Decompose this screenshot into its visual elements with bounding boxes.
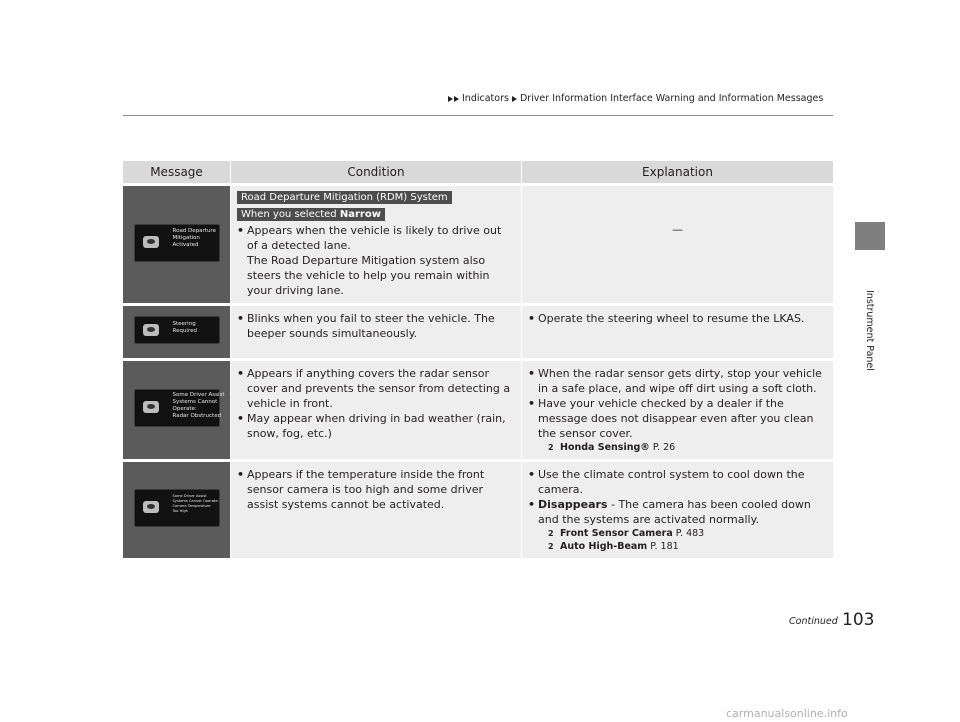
- table-header-row: [123, 161, 833, 183]
- road-departure-icon: [143, 236, 159, 248]
- message-display: [134, 316, 220, 344]
- breadcrumb-item: Indicators: [462, 93, 509, 104]
- message-display-cell: [123, 462, 230, 558]
- table-row: [123, 186, 833, 303]
- table-row: [123, 306, 833, 358]
- display-line: Activated: [172, 241, 199, 248]
- mode-tag: When you selected Narrow: [237, 208, 385, 221]
- explanation-item: • Use the climate control system to cool down the camera.: [528, 467, 827, 497]
- camera-icon: [143, 501, 159, 513]
- condition-item: • Appears if the temperature inside the front sensor camera is too high and some driver assist systems cannot be activated.: [237, 467, 515, 512]
- condition-cell: [230, 306, 521, 358]
- page-number: 103: [842, 610, 875, 630]
- reference-arrow-icon: 2: [548, 529, 554, 538]
- column-header-message: Message: [123, 161, 230, 183]
- table-row: [123, 462, 833, 558]
- arrow-icon: [512, 96, 517, 102]
- display-line: Some Driver Assist: [172, 494, 207, 498]
- page-reference[interactable]: 2 Front Sensor Camera P. 483: [548, 528, 705, 539]
- display-line: Operate:: [172, 406, 197, 412]
- section-tab-marker: [855, 222, 885, 250]
- radar-icon: [143, 401, 159, 413]
- condition-item: • Blinks when you fail to steer the vehicle. The beeper sounds simultaneously.: [237, 311, 515, 341]
- display-line: Radar Obstructed: [172, 413, 222, 419]
- condition-item: • Appears when the vehicle is likely to drive out of a detected lane.: [237, 223, 515, 253]
- display-line: Mitigation: [172, 234, 200, 241]
- arrow-icon: [448, 96, 453, 102]
- condition-cell: [230, 462, 521, 558]
- display-line: Systems Cannot: [172, 399, 218, 405]
- watermark: carmanualsonline.info: [726, 707, 848, 720]
- condition-note: The Road Departure Mitigation system also steers the vehicle to help you remain within your driving lane.: [247, 254, 490, 297]
- column-header-condition: Condition: [230, 161, 521, 183]
- condition-item: • May appear when driving in bad weather (rain, snow, fog, etc.): [237, 411, 515, 441]
- message-display-cell: [123, 361, 230, 459]
- explanation-cell: —: [521, 186, 833, 303]
- message-display-cell: [123, 306, 230, 358]
- condition-cell: [230, 361, 521, 459]
- column-header-explanation: Explanation: [521, 161, 833, 183]
- display-line: Road Departure: [172, 227, 216, 234]
- explanation-cell: [521, 306, 833, 358]
- lkas-icon: [143, 324, 159, 336]
- display-line: Too High: [172, 509, 188, 513]
- explanation-item: • Operate the steering wheel to resume the LKAS.: [528, 311, 827, 326]
- condition-item: • Appears if anything covers the radar sensor cover and prevents the sensor from detecting a vehicle in front.: [237, 366, 515, 411]
- message-display: [134, 489, 220, 527]
- arrow-icon: [454, 96, 459, 102]
- message-table: [123, 158, 833, 561]
- explanation-cell: [521, 361, 833, 459]
- header-divider: [123, 115, 833, 116]
- explanation-item: • Have your vehicle checked by a dealer if the message does not disappear even after you clean the sensor cover.: [528, 396, 827, 441]
- page-reference[interactable]: 2 Honda Sensing® P. 26: [548, 442, 676, 453]
- continued-label: Continued: [789, 616, 838, 627]
- explanation-item: • When the radar sensor gets dirty, stop your vehicle in a safe place, and wipe off dirt using a soft cloth.: [528, 366, 827, 396]
- message-display: [134, 389, 225, 427]
- breadcrumb: [448, 93, 823, 104]
- display-line: Steering: [172, 321, 196, 327]
- table-row: [123, 361, 833, 459]
- page-reference[interactable]: 2 Auto High-Beam P. 181: [548, 541, 679, 552]
- breadcrumb-item: Driver Information Interface Warning and Information Messages: [519, 93, 824, 104]
- reference-arrow-icon: 2: [548, 443, 554, 452]
- explanation-cell: [521, 462, 833, 558]
- reference-arrow-icon: 2: [548, 542, 554, 551]
- display-line: Required: [172, 328, 197, 334]
- display-line: Systems Cannot Operate:: [172, 499, 219, 503]
- display-line: Camera Temperature: [172, 504, 211, 508]
- system-tag: Road Departure Mitigation (RDM) System: [237, 191, 452, 204]
- display-line: Some Driver Assist: [172, 392, 225, 398]
- message-display: [134, 224, 220, 262]
- message-display-cell: [123, 186, 230, 303]
- condition-cell: [230, 186, 521, 303]
- explanation-item: • Disappears - The camera has been cooled down and the systems are activated normally.: [528, 497, 827, 527]
